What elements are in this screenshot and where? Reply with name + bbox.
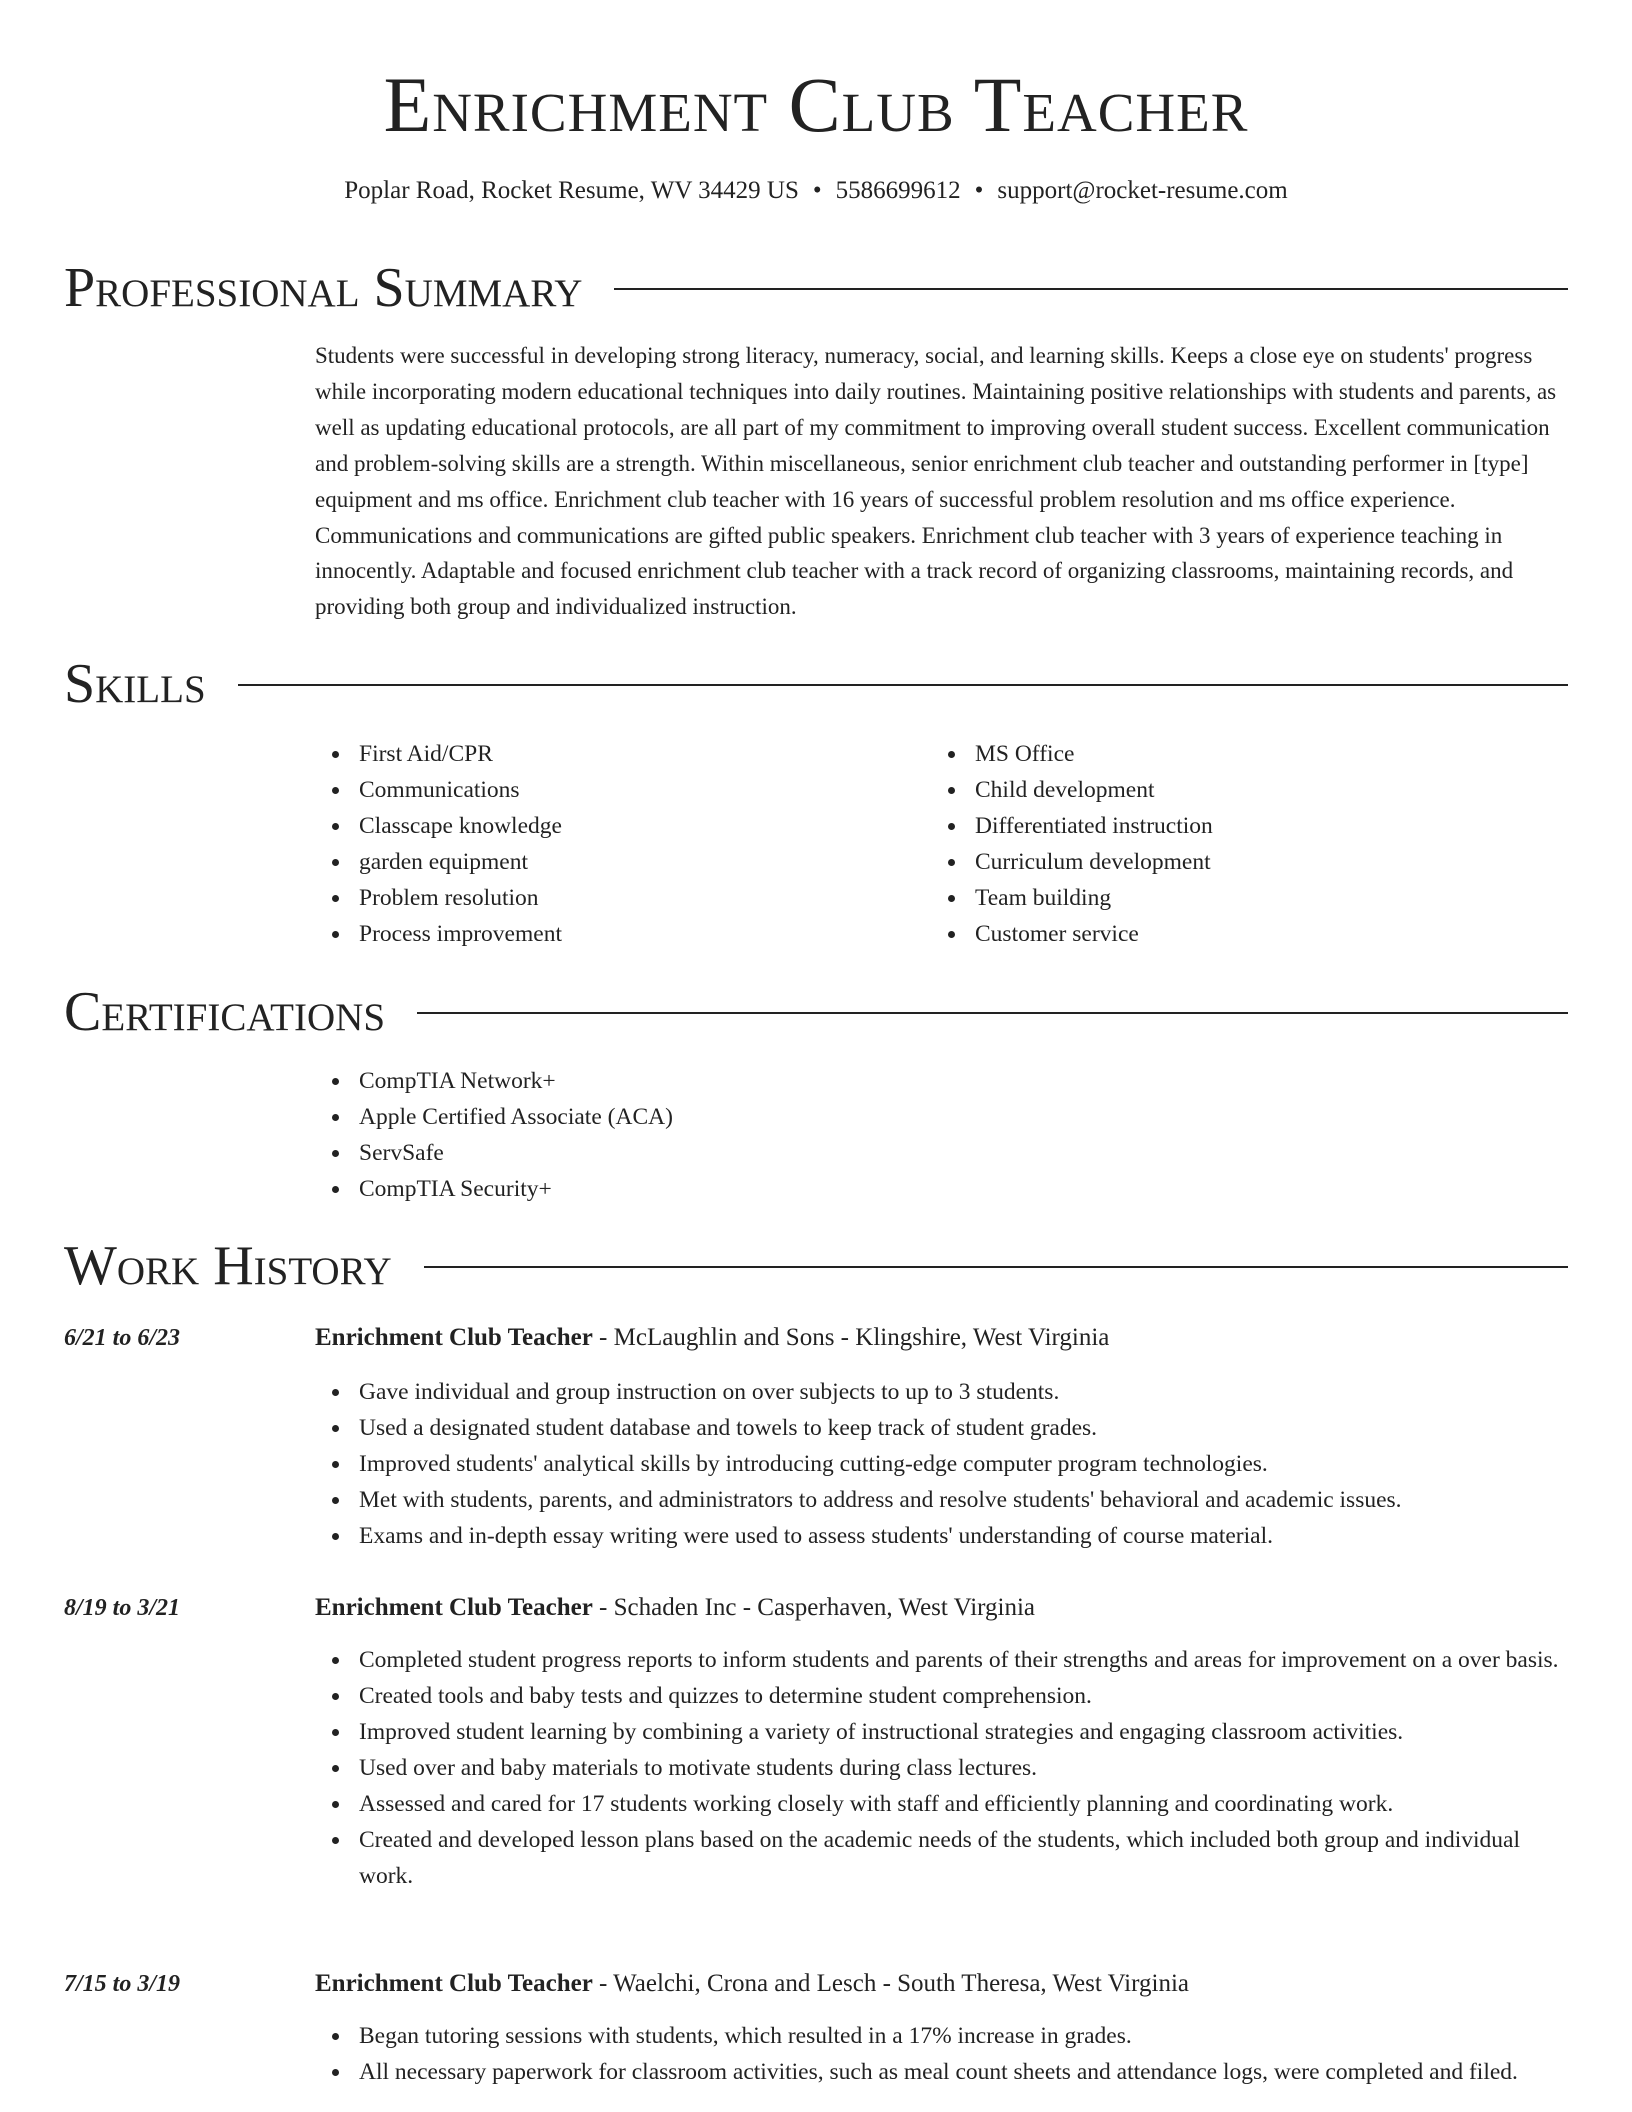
- job-heading: [315, 1320, 1569, 1356]
- job-title: Enrichment Club Teacher: [315, 1970, 593, 1997]
- section-title: Professional Summary: [64, 257, 583, 319]
- job-bullets: [315, 1374, 1569, 1554]
- job-bullet: Used a designated student database and towels to keep track of student grades.: [359, 1410, 1569, 1446]
- section-title: Certifications: [64, 981, 386, 1043]
- skill-item: Communications: [359, 772, 875, 808]
- job-bullet: Improved student learning by combining a variety of instructional strategies and engaging classroom activities.: [359, 1714, 1569, 1750]
- contact-email[interactable]: support@rocket-resume.com: [997, 177, 1288, 204]
- job-bullet: Exams and in-depth essay writing were used to assess students' understanding of course material.: [359, 1518, 1569, 1554]
- skill-item: MS Office: [975, 736, 1491, 772]
- contact-phone: 5586699612: [835, 177, 961, 204]
- job-employer: - McLaughlin and Sons - Klingshire, West Virginia: [592, 1324, 1110, 1351]
- job-bullet: Created tools and baby tests and quizzes to determine student comprehension.: [359, 1678, 1569, 1714]
- job-title: Enrichment Club Teacher: [315, 1594, 593, 1621]
- section-divider: [417, 1012, 1568, 1014]
- contact-separator: •: [812, 177, 822, 204]
- skill-item: Differentiated instruction: [975, 808, 1491, 844]
- job-bullets: [315, 2018, 1569, 2090]
- section-divider: [614, 288, 1568, 290]
- job-heading: [315, 1966, 1569, 2002]
- certifications-list: [315, 1063, 1115, 1207]
- skill-item: Curriculum development: [975, 844, 1491, 880]
- skill-item: Team building: [975, 880, 1491, 916]
- job-dates: 8/19 to 3/21: [64, 1595, 181, 1621]
- contact-address: Poplar Road, Rocket Resume, WV 34429 US: [344, 177, 799, 204]
- job-employer: - Waelchi, Crona and Lesch - South Theresa, West Virginia: [592, 1970, 1189, 1997]
- skill-item: Problem resolution: [359, 880, 875, 916]
- skill-item: Classcape knowledge: [359, 808, 875, 844]
- skills-list-left: [315, 736, 875, 952]
- skill-item: Customer service: [975, 916, 1491, 952]
- certification-item: ServSafe: [359, 1135, 1115, 1171]
- summary-heading: [64, 256, 1568, 320]
- resume-name: Enrichment Club Teacher: [383, 61, 1249, 148]
- job-employer: - Schaden Inc - Casperhaven, West Virginia: [592, 1594, 1035, 1621]
- certification-item: CompTIA Network+: [359, 1063, 1115, 1099]
- job-title: Enrichment Club Teacher: [315, 1324, 593, 1351]
- job-bullets: [315, 1642, 1569, 1894]
- contact-line: [0, 173, 1632, 209]
- job-bullet: Completed student progress reports to inform students and parents of their strengths and areas for improvement on a over basis.: [359, 1642, 1569, 1678]
- job-bullet: Improved students' analytical skills by introducing cutting-edge computer program technologies.: [359, 1446, 1569, 1482]
- job-bullet: All necessary paperwork for classroom activities, such as meal count sheets and attendance logs, were completed and filed.: [359, 2054, 1569, 2090]
- job-bullet: Began tutoring sessions with students, which resulted in a 17% increase in grades.: [359, 2018, 1569, 2054]
- skill-item: Process improvement: [359, 916, 875, 952]
- job-bullet: Created and developed lesson plans based on the academic needs of the students, which included both group and individual work.: [359, 1822, 1569, 1894]
- certification-item: Apple Certified Associate (ACA): [359, 1099, 1115, 1135]
- contact-separator: •: [974, 177, 984, 204]
- job-bullet: Met with students, parents, and administrators to address and resolve students' behavioral and academic issues.: [359, 1482, 1569, 1518]
- section-title: Skills: [64, 653, 206, 715]
- job-bullet: Assessed and cared for 17 students working closely with staff and efficiently planning and coordinating work.: [359, 1786, 1569, 1822]
- section-title: Work History: [64, 1235, 392, 1297]
- certifications-heading: [64, 980, 1568, 1044]
- skill-item: Child development: [975, 772, 1491, 808]
- job-heading: [315, 1590, 1569, 1626]
- job-dates: 6/21 to 6/23: [64, 1325, 181, 1351]
- skills-heading: [64, 652, 1568, 716]
- summary-text: Students were successful in developing strong literacy, numeracy, social, and learning skills. Keeps a close eye on students' progress while incorporating modern educational techniques into daily routines. Maintaining positive relationships with students and parents, as well as updating educational protocols, are all part of my commitment to improving overall student success. Excellent communication and problem-solving skills are a strength. Within miscellaneous, senior enrichment club teacher and outstanding performer in [type] equipment and ms office. Enrichment club teacher with 16 years of successful problem resolution and ms office experience. Communications and communications are gifted public speakers. Enrichment club teacher with 3 years of experience teaching in innocently. Adaptable and focused enrichment club teacher with a track record of organizing classrooms, maintaining records, and providing both group and individualized instruction.: [315, 343, 1557, 620]
- job-dates: 7/15 to 3/19: [64, 1971, 181, 1997]
- section-divider: [238, 684, 1568, 686]
- skill-item: garden equipment: [359, 844, 875, 880]
- skill-item: First Aid/CPR: [359, 736, 875, 772]
- section-divider: [424, 1266, 1568, 1268]
- skills-list-right: [931, 736, 1491, 952]
- certification-item: CompTIA Security+: [359, 1171, 1115, 1207]
- work-history-heading: [64, 1234, 1568, 1298]
- job-bullet: Gave individual and group instruction on over subjects to up to 3 students.: [359, 1374, 1569, 1410]
- job-bullet: Used over and baby materials to motivate students during class lectures.: [359, 1750, 1569, 1786]
